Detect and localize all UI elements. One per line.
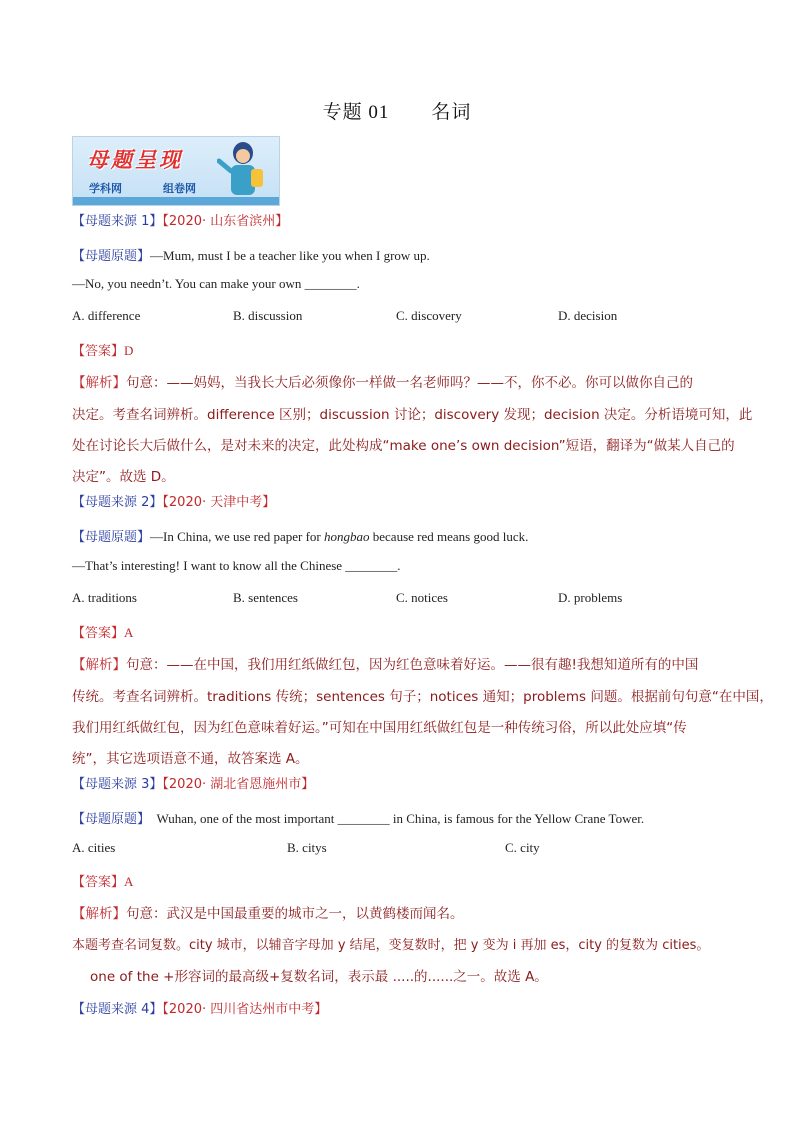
q4-source-value: 【2020· 四川省达州市中考】 [162,1002,328,1017]
q4-source [72,998,327,1017]
title-subject: 名词 [431,101,472,123]
q2-analysis-line-3: 我们用红纸做红包，因为红色意味着好运。”可知在中国用红纸做红包是一种传统习俗，所以此处应填“传 [72,720,687,736]
q2-analysis-label: 【解析】 [72,657,126,673]
q2-stem [72,526,528,545]
q3-analysis-line-1 [72,902,464,922]
q2-stem2: —That’s interesting! I want to know all the Chinese ________. [72,558,401,573]
q1-stem-text: —Mum, must I be a teacher like you when I grow up. [150,248,430,263]
q2-answer [72,622,133,641]
banner-title: 母题呈现 [87,148,183,172]
q1-source-value: 【2020· 山东省滨州】 [162,214,289,229]
q2-analysis-line-1 [72,653,698,673]
q2-source-value: 【2020· 天津中考】 [162,495,276,510]
q3-answer-label: 【答案】 [72,875,125,890]
q1-source [72,210,288,229]
teacher-illustration-icon [217,139,271,201]
q2-analysis-line-2: 传统。考查名词辨析。traditions 传统；sentences 句子；notices 通知；problems 问题。根据前句句意“在中国， [72,689,773,705]
q2-analysis-line-4: 统”，其它选项语意不通，故答案选 A。 [72,751,309,767]
q1-source-label: 【母题来源 1】 [72,214,163,229]
q1-analysis-line-2: 决定。考查名词辨析。difference 区别；discussion 讨论；discovery 发现；decision 决定。分析语境可知，此 [72,407,753,423]
q3-stem [72,808,644,827]
q3-option-b: B. citys [287,840,327,855]
q2-option-d: D. problems [558,590,623,605]
q3-source-label: 【母题来源 3】 [72,777,163,792]
q1-option-c: C. discovery [396,308,462,323]
q2-option-c: C. notices [396,590,448,605]
q3-answer-value: A [124,874,134,889]
banner-logo-xuekewang: 学科网 [89,182,122,195]
q1-answer-value: D [124,343,134,358]
banner-bar [73,197,279,205]
q2-stem-italic: hongbao [324,529,370,544]
q3-analysis-line-2: 本题考查名词复数。city 城市，以辅音字母加 y 结尾，变复数时，把 y 变为 i 再加 es，city 的复数为 cities。 [72,938,710,953]
q1-option-d: D. decision [558,308,618,323]
q2-answer-value: A [124,625,134,640]
q3-analysis-label: 【解析】 [72,906,126,922]
q2-analysis-text-1: 句意：——在中国，我们用红纸做红包，因为红色意味着好运。——很有趣!我想知道所有的中国 [126,657,699,673]
q1-option-a: A. difference [72,308,141,323]
q2-answer-label: 【答案】 [72,626,125,641]
q3-option-a: A. cities [72,840,116,855]
q3-analysis-line-3: one of the +形容词的最高级+复数名词，表示最 .....的......之一。故选 A。 [90,969,548,985]
q1-answer-label: 【答案】 [72,344,125,359]
section-banner [72,136,280,206]
q2-stem-label: 【母题原题】 [72,530,151,545]
q3-option-c: C. city [505,840,540,855]
q1-stem2: —No, you needn’t. You can make your own ________. [72,276,360,291]
q1-option-b: B. discussion [233,308,303,323]
q2-source [72,491,275,510]
q4-source-label: 【母题来源 4】 [72,1002,163,1017]
q1-answer [72,340,133,359]
q3-stem-text: Wuhan, one of the most important ________ in China, is famous for the Yellow Crane Tower. [150,811,645,826]
q3-source-value: 【2020· 湖北省恩施州市】 [162,777,315,792]
page-title [0,97,794,124]
q3-stem-label: 【母题原题】 [72,812,151,827]
q3-source [72,773,314,792]
q3-answer [72,871,133,890]
title-topic: 专题 01 [322,102,390,123]
q1-stem [72,245,430,264]
q2-stem-post: because red means good luck. [369,529,529,544]
q1-analysis-line-3: 处在讨论长大后做什么，是对未来的决定，此处构成“make one’s own decision”短语，翻译为“做某人自己的 [72,438,735,454]
banner-logo-zujuanwang: 组卷网 [163,182,196,195]
q2-stem-pre: —In China, we use red paper for [150,529,325,544]
q1-analysis-label: 【解析】 [72,375,126,391]
q2-source-label: 【母题来源 2】 [72,495,163,510]
q1-analysis-text-1: 句意：——妈妈，当我长大后必须像你一样做一名老师吗？——不，你不必。你可以做你自己的 [126,375,693,391]
q2-option-a: A. traditions [72,590,137,605]
q1-analysis-line-4: 决定”。故选 D。 [72,469,175,485]
q2-option-b: B. sentences [233,590,298,605]
q3-analysis-text-1: 句意：武汉是中国最重要的城市之一，以黄鹤楼而闻名。 [126,906,464,922]
q1-analysis-line-1 [72,371,693,391]
q1-stem-label: 【母题原题】 [72,249,151,264]
